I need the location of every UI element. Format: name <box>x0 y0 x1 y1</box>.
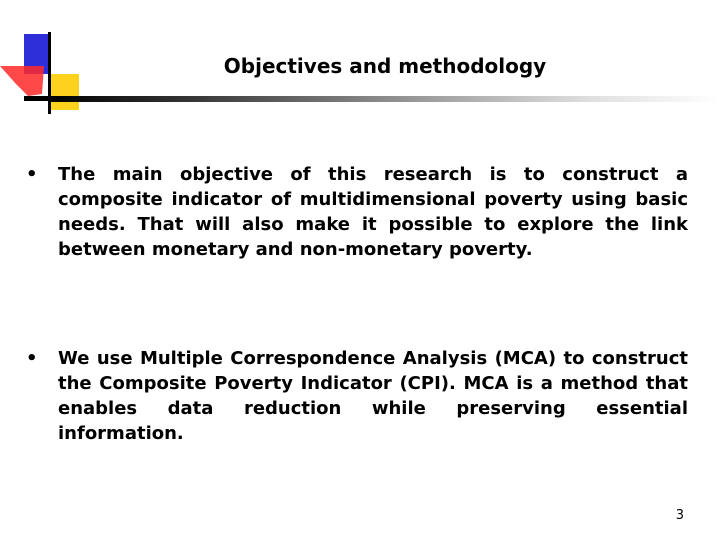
bullet-list <box>26 162 688 446</box>
bullet-text-methodology: We use Multiple Correspondence Analysis (MCA) to construct the Composite Poverty Indicator (CPI). MCA is a method that enables data reduction while preserving essential information. <box>58 348 688 444</box>
bullet-item-objective <box>26 162 688 262</box>
title-underline <box>50 96 720 102</box>
slide-title: Objectives and methodology <box>223 54 547 78</box>
bullet-marker: • <box>26 348 38 369</box>
page-number: 3 <box>675 508 684 523</box>
bullet-item-methodology <box>26 346 688 446</box>
bullet-text-objective: The main objective of this research is to construct a composite indicator of multidimensional poverty using basic needs. That will also make it possible to explore the link between monetary and non-monetary poverty. <box>58 164 688 260</box>
bullet-marker: • <box>26 164 38 185</box>
